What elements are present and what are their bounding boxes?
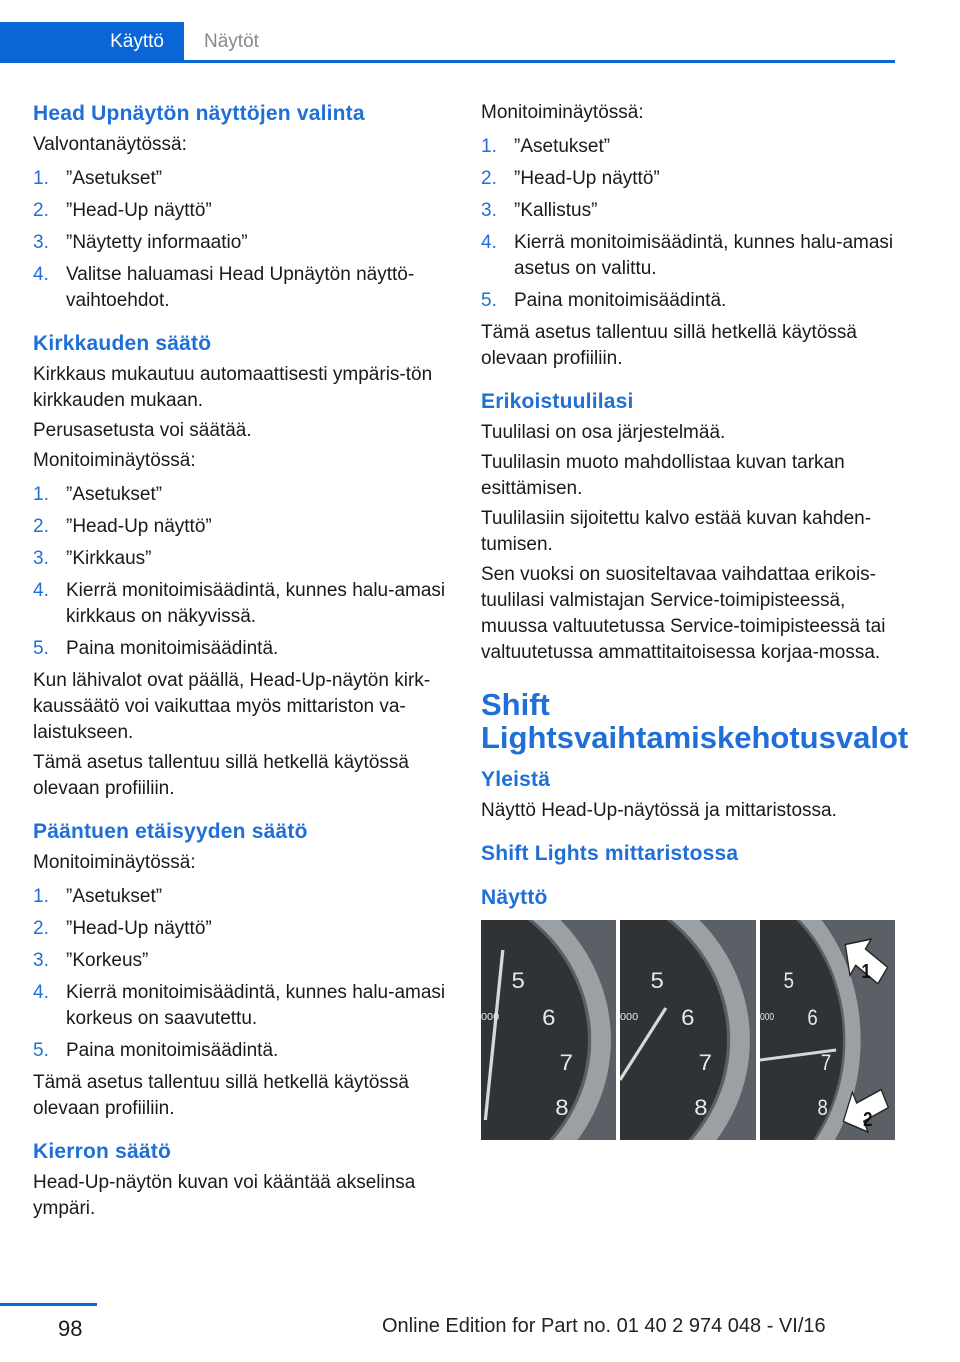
list-item: 3. ”Näytetty informaatio” bbox=[33, 232, 248, 253]
dial-number: 5 bbox=[511, 967, 525, 993]
list-item: 4. Valitse haluamasi Head Upnäytön näyttö-vaihtoehdot. bbox=[33, 264, 415, 311]
dial-number: 7 bbox=[698, 1049, 713, 1075]
edition-footer: Online Edition for Part no. 01 40 2 974 048 - VI/16 bbox=[382, 1315, 826, 1337]
list-item: 1. ”Asetukset” bbox=[33, 168, 163, 189]
list-item: 5. Paina monitoimisäädintä. bbox=[33, 1040, 279, 1061]
dial-label: 000 bbox=[759, 1011, 774, 1023]
list-item: 1. ”Asetukset” bbox=[33, 886, 163, 907]
tachometer-image bbox=[760, 920, 895, 1140]
paragraph: Tämä asetus tallentuu sillä hetkellä käytössä olevaan profiiliin. bbox=[481, 322, 857, 369]
list-item: 3. ”Kirkkaus” bbox=[33, 548, 152, 569]
section-title: Kierron säätö bbox=[33, 1140, 171, 1163]
page-number: 98 bbox=[58, 1316, 83, 1341]
paragraph: Tuulilasin muoto mahdollistaa kuvan tarkan esittämisen. bbox=[481, 452, 845, 499]
tab-naytot[interactable]: Näytöt bbox=[204, 31, 259, 52]
dial-label: 000 bbox=[481, 1012, 500, 1023]
section-title: Näyttö bbox=[481, 886, 548, 909]
list-item: 3. ”Korkeus” bbox=[33, 950, 149, 971]
list-item: 5. Paina monitoimisäädintä. bbox=[481, 290, 727, 311]
paragraph: Monitoiminäytössä: bbox=[481, 102, 644, 123]
left-column bbox=[33, 100, 451, 1226]
paragraph: Sen vuoksi on suositeltavaa vaihdattaa erikois-tuulilasi valmistajan Service-toimipisteessä, muussa valtuutetussa Service-toimipisteessä tai valtuutetussa ammattitaitoisessa korjaa-mossa. bbox=[481, 564, 886, 663]
shift-lights-figure bbox=[481, 920, 895, 1140]
footer-rule bbox=[0, 1303, 97, 1306]
paragraph: Tuulilasiin sijoitettu kalvo estää kuvan kahden-tumisen. bbox=[481, 508, 872, 555]
section-title: Kirkkauden säätö bbox=[33, 332, 212, 355]
list-item: 4. Kierrä monitoimisäädintä, kunnes halu-amasi asetus on valittu. bbox=[481, 232, 894, 279]
dial-number: 8 bbox=[555, 1094, 569, 1120]
dial-number: 7 bbox=[820, 1051, 831, 1076]
callout-label: 2 bbox=[862, 1107, 873, 1131]
list-item: 4. Kierrä monitoimisäädintä, kunnes halu-amasi korkeus on saavutettu. bbox=[33, 982, 446, 1029]
dial-number: 8 bbox=[694, 1094, 708, 1120]
paragraph: Tuulilasi on osa järjestelmää. bbox=[481, 422, 726, 443]
paragraph: Monitoiminäytössä: bbox=[33, 852, 196, 873]
list-item: 1. ”Asetukset” bbox=[481, 136, 611, 157]
dial-number: 6 bbox=[681, 1004, 695, 1030]
paragraph: Monitoiminäytössä: bbox=[33, 450, 196, 471]
paragraph: Perusasetusta voi säätää. bbox=[33, 420, 252, 441]
list-item: 2. ”Head-Up näyttö” bbox=[481, 168, 660, 189]
header-tabs bbox=[0, 22, 279, 60]
dial-number: 8 bbox=[817, 1096, 828, 1121]
list-item: 1. ”Asetukset” bbox=[33, 484, 163, 505]
paragraph: Head-Up-näytön kuvan voi kääntää akselinsa ympäri. bbox=[33, 1172, 416, 1219]
list-item: 2. ”Head-Up näyttö” bbox=[33, 918, 212, 939]
paragraph: Näyttö Head-Up-näytössä ja mittaristossa. bbox=[481, 800, 837, 821]
section-title: Head Upnäytön näyttöjen valinta bbox=[33, 102, 365, 125]
dial-label: 000 bbox=[620, 1012, 639, 1023]
paragraph: Tämä asetus tallentuu sillä hetkellä käytössä olevaan profiiliin. bbox=[33, 752, 409, 799]
list-item: 4. Kierrä monitoimisäädintä, kunnes halu-amasi kirkkaus on näkyvissä. bbox=[33, 580, 446, 627]
dial-number: 6 bbox=[542, 1004, 556, 1030]
list-item: 2. ”Head-Up näyttö” bbox=[33, 516, 212, 537]
chapter-title: Shift Lightsvaihtamiskehotusvalot bbox=[481, 687, 909, 755]
steps-list bbox=[33, 884, 451, 1064]
section-title: Shift Lights mittaristossa bbox=[481, 842, 739, 865]
section-title: Erikoistuulilasi bbox=[481, 390, 634, 413]
tab-kaytto[interactable]: Käyttö bbox=[0, 22, 184, 60]
dial-number: 7 bbox=[559, 1049, 573, 1075]
paragraph: Tämä asetus tallentuu sillä hetkellä käytössä olevaan profiiliin. bbox=[33, 1072, 409, 1119]
steps-list bbox=[33, 482, 451, 662]
tachometer-image bbox=[620, 920, 755, 1140]
header-rule bbox=[0, 60, 895, 63]
dial-number: 5 bbox=[650, 967, 665, 993]
paragraph: Kun lähivalot ovat päällä, Head-Up-näytön kirk-kaussäätö voi vaikuttaa myös mittariston va-laistukseen. bbox=[33, 670, 431, 743]
right-column bbox=[481, 100, 909, 1140]
paragraph: Valvontanäytössä: bbox=[33, 134, 187, 155]
steps-list bbox=[481, 134, 895, 314]
tachometer-image bbox=[481, 920, 616, 1140]
dial-number: 5 bbox=[783, 969, 794, 994]
list-item: 2. ”Head-Up näyttö” bbox=[33, 200, 212, 221]
paragraph: Kirkkaus mukautuu automaattisesti ympäris-tön kirkkauden mukaan. bbox=[33, 364, 433, 411]
section-title: Pääntuen etäisyyden säätö bbox=[33, 820, 308, 843]
dial-number: 6 bbox=[807, 1006, 818, 1031]
list-item: 3. ”Kallistus” bbox=[481, 200, 598, 221]
callout-label: 1 bbox=[861, 959, 871, 983]
section-title: Yleistä bbox=[481, 768, 551, 791]
steps-list bbox=[33, 166, 451, 314]
list-item: 5. Paina monitoimisäädintä. bbox=[33, 638, 279, 659]
